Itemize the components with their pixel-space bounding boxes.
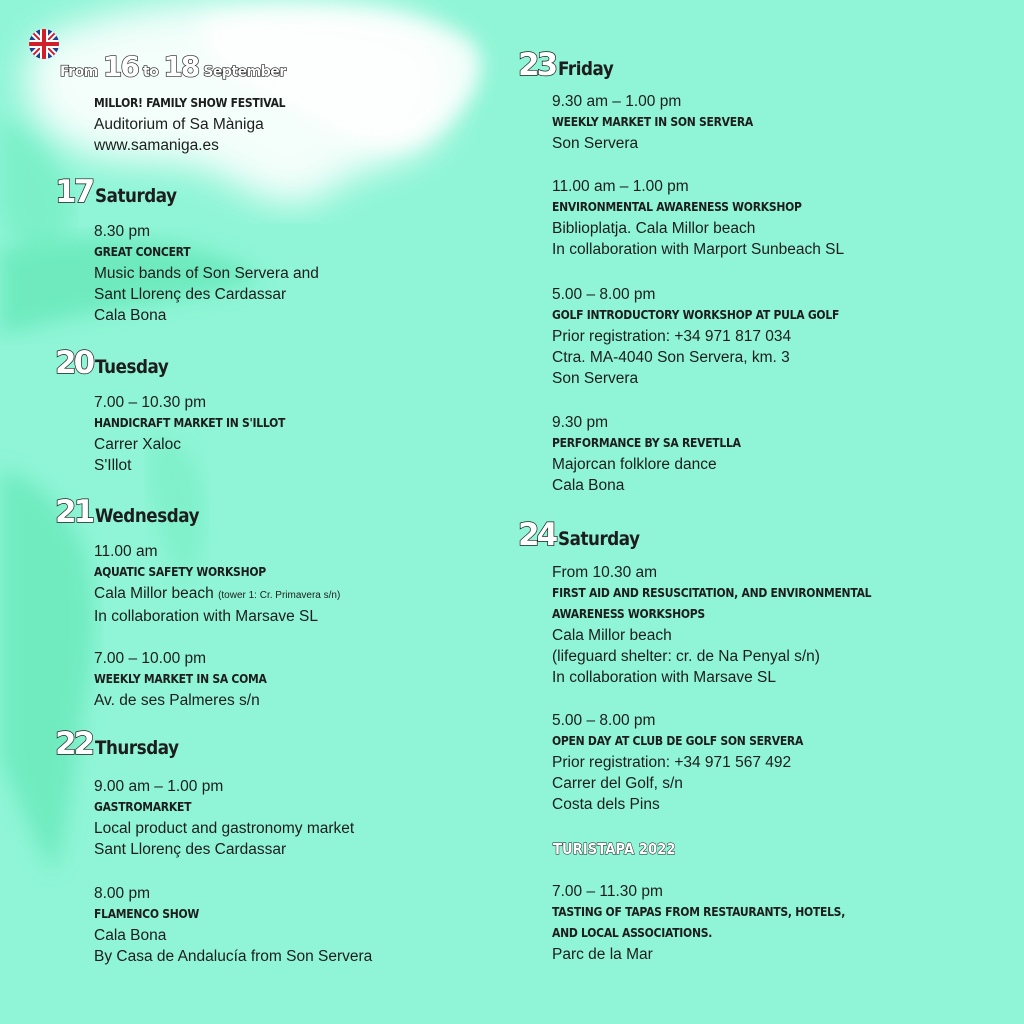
- event-22-1: [94, 776, 354, 860]
- event-time: 8.30 pm: [94, 223, 151, 240]
- event-line: In collaboration with Marsave SL: [94, 608, 319, 625]
- event-time: 11.00 am – 1.00 pm: [552, 178, 689, 195]
- day-name: Thursday: [95, 737, 179, 759]
- day-name: Saturday: [95, 185, 177, 207]
- day-heading-22: [55, 726, 190, 762]
- event-time: 5.00 – 8.00 pm: [552, 286, 656, 303]
- event-line: Parc de la Mar: [552, 946, 653, 963]
- event-title: AWARENESS WORKSHOPS: [552, 607, 705, 621]
- event-title: FLAMENCO SHOW: [94, 907, 200, 921]
- event-line: Carrer Xaloc: [94, 436, 181, 453]
- event-line: Av. de ses Palmeres s/n: [94, 692, 260, 709]
- event-time: 11.00 am: [94, 543, 158, 560]
- event-line: Biblioplatja. Cala Millor beach: [552, 220, 756, 237]
- day-name: Friday: [558, 58, 614, 80]
- event-23-1: [552, 91, 775, 154]
- day-heading-21: [55, 494, 213, 530]
- day-name: Saturday: [558, 528, 640, 550]
- event-line: Prior registration: +34 971 567 492: [552, 754, 792, 771]
- event-line: Prior registration: +34 971 817 034: [552, 328, 792, 345]
- event-title: AND LOCAL ASSOCIATIONS.: [552, 926, 713, 940]
- event-24-1: [552, 562, 907, 688]
- event-line: Cala Bona: [94, 927, 167, 944]
- event-line: Local product and gastronomy market: [94, 820, 355, 837]
- day-heading-20: [55, 345, 178, 381]
- event-title: WEEKLY MARKET IN SA COMA: [94, 672, 267, 686]
- range-month: September: [203, 64, 286, 80]
- event-17-1: [94, 221, 319, 326]
- event-line: S'Illot: [94, 457, 132, 474]
- day-number: 22: [55, 726, 93, 762]
- event-line: Son Servera: [552, 370, 639, 387]
- event-turistapa: [552, 881, 878, 965]
- event-line: Sant Llorenç des Cardassar: [94, 841, 287, 858]
- event-line: In collaboration with Marsave SL: [552, 669, 777, 686]
- event-line: Carrer del Golf, s/n: [552, 775, 683, 792]
- festival-event: [94, 93, 307, 156]
- event-22-2: [94, 883, 372, 967]
- day-number: 24: [518, 517, 556, 553]
- event-21-2: [94, 648, 286, 711]
- day-name: Wednesday: [95, 505, 200, 527]
- event-time: 7.00 – 10.00 pm: [94, 650, 207, 667]
- event-website-link[interactable]: www.samaniga.es: [94, 137, 219, 154]
- event-line: By Casa de Andalucía from Son Servera: [94, 948, 373, 965]
- event-title: HANDICRAFT MARKET IN S'ILLOT: [94, 416, 286, 430]
- event-time: 7.00 – 11.30 pm: [552, 883, 663, 900]
- event-time: 9.00 am – 1.00 pm: [94, 778, 224, 795]
- day-number: 23: [518, 47, 556, 83]
- event-23-3: [552, 284, 871, 389]
- event-20-1: [94, 392, 306, 476]
- event-title: AQUATIC SAFETY WORKSHOP: [94, 565, 266, 579]
- event-title: GOLF INTRODUCTORY WORKSHOP AT PULA GOLF: [552, 308, 840, 322]
- date-range-heading: [60, 50, 286, 83]
- event-title: GREAT CONCERT: [94, 245, 191, 259]
- event-time: 9.30 pm: [552, 414, 609, 431]
- event-title: WEEKLY MARKET IN SON SERVERA: [552, 115, 754, 129]
- event-line: Cala Millor beach: [552, 627, 672, 644]
- event-title: ENVIRONMENTAL AWARENESS WORKSHOP: [552, 200, 802, 214]
- range-from: From: [60, 64, 98, 80]
- event-line-note: (tower 1: Cr. Primavera s/n): [218, 590, 341, 601]
- event-24-2: [552, 710, 831, 815]
- event-line: Ctra. MA-4040 Son Servera, km. 3: [552, 349, 790, 366]
- event-21-1: [94, 541, 340, 627]
- event-line: Sant Llorenç des Cardassar: [94, 286, 287, 303]
- day-number: 17: [55, 174, 93, 210]
- event-time: 7.00 – 10.30 pm: [94, 394, 207, 411]
- day-heading-23: [518, 47, 621, 83]
- range-to: to: [142, 64, 159, 80]
- day-number: 21: [55, 494, 93, 530]
- event-time: From 10.30 am: [552, 564, 658, 581]
- event-line-main: Cala Millor beach: [94, 585, 214, 602]
- event-time: 8.00 pm: [94, 885, 151, 902]
- day-name: Tuesday: [95, 356, 169, 378]
- event-place: Auditorium of Sa Màniga: [94, 116, 264, 133]
- day-heading-17: [55, 174, 188, 210]
- event-line: [94, 583, 340, 606]
- event-23-4: [552, 412, 762, 496]
- event-line: Costa dels Pins: [552, 796, 660, 813]
- range-end: 18: [163, 50, 199, 83]
- event-title: OPEN DAY AT CLUB DE GOLF SON SERVERA: [552, 734, 804, 748]
- turistapa-heading: TURISTAPA 2022: [553, 840, 676, 858]
- event-title: FIRST AID AND RESUSCITATION, AND ENVIRONMENTAL: [552, 586, 872, 600]
- event-line: (lifeguard shelter: cr. de Na Penyal s/n): [552, 648, 820, 665]
- event-time: 5.00 – 8.00 pm: [552, 712, 656, 729]
- event-title: PERFORMANCE BY SA REVETLLA: [552, 436, 741, 450]
- event-title: GASTROMARKET: [94, 800, 192, 814]
- day-heading-24: [518, 517, 651, 553]
- uk-flag-icon: [28, 28, 60, 60]
- event-line: Majorcan folklore dance: [552, 456, 717, 473]
- day-number: 20: [55, 345, 93, 381]
- event-line: Son Servera: [552, 135, 639, 152]
- event-title: MILLOR! FAMILY SHOW FESTIVAL: [94, 96, 286, 110]
- range-start: 16: [102, 50, 138, 83]
- event-23-2: [552, 176, 844, 260]
- event-title: TASTING OF TAPAS FROM RESTAURANTS, HOTELS,: [552, 905, 846, 919]
- event-line: In collaboration with Marport Sunbeach SL: [552, 241, 845, 258]
- event-line: Cala Bona: [94, 307, 167, 324]
- event-line: Music bands of Son Servera and: [94, 265, 319, 282]
- event-time: 9.30 am – 1.00 pm: [552, 93, 682, 110]
- event-line: Cala Bona: [552, 477, 625, 494]
